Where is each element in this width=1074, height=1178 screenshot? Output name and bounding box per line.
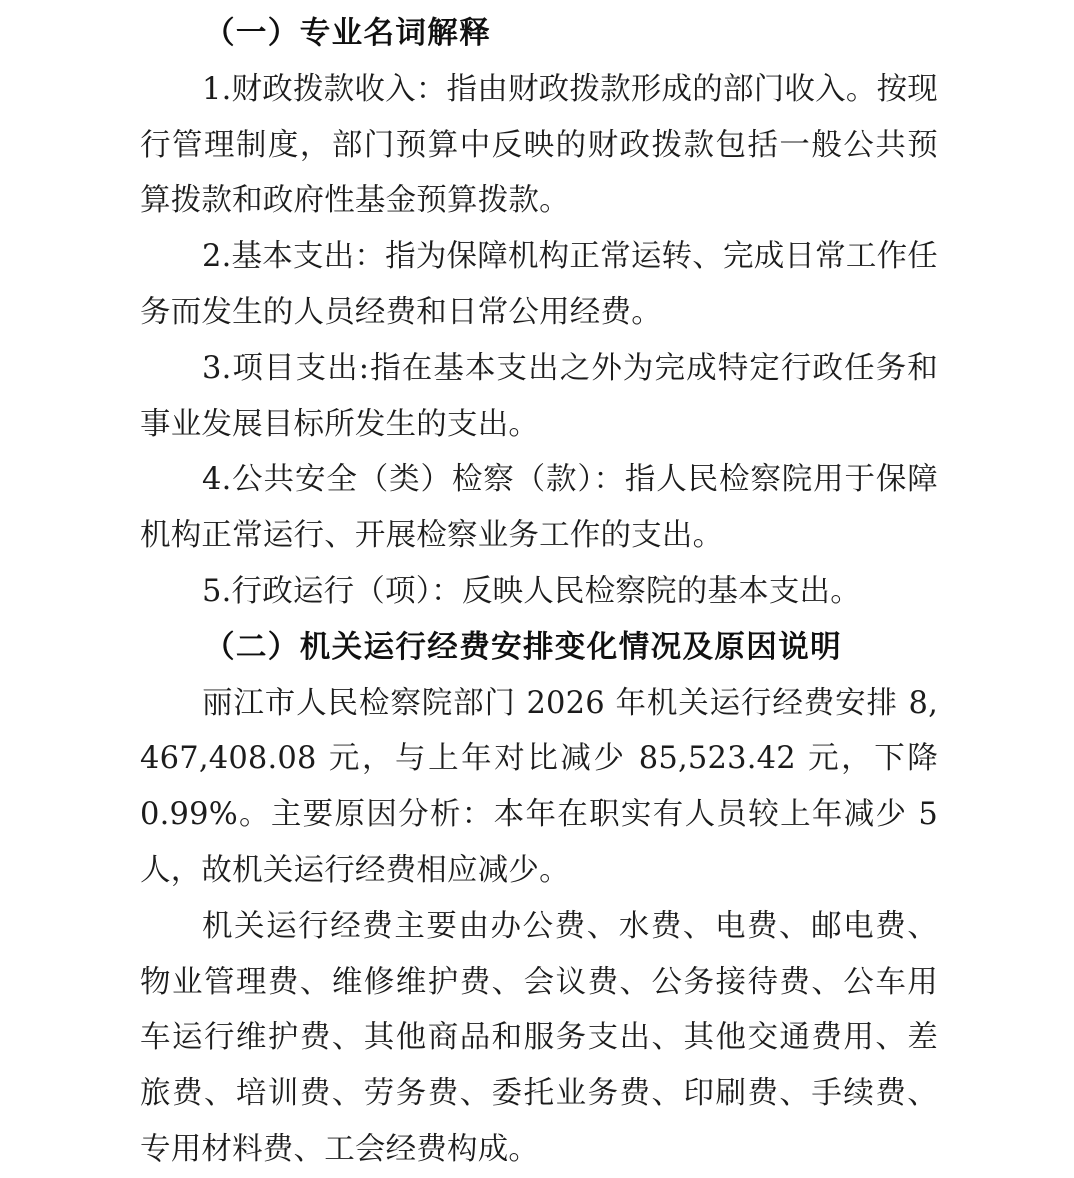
section-two-heading: （二）机关运行经费安排变化情况及原因说明 xyxy=(204,628,842,665)
term-public-security-procuratorate: 4.公共安全（类）检察（款）：指人民检察院用于保障机构正常运行、开展检察业务工作的支出。 xyxy=(140,462,938,554)
operating-funds-summary-paragraph: 丽江市人民检察院部门 2026 年机关运行经费安排 8,467,408.08 元，与上年对比减少 85,523.42 元，下降 0.99%。主要原因分析：本年在职实有人员较上年减少 5 人，故机关运行经费相应减少。 xyxy=(140,685,938,888)
term-administrative-operation: 5.行政运行（项）：反映人民检察院的基本支出。 xyxy=(202,573,861,609)
term-fiscal-appropriation-income: 1.财政拨款收入：指由财政拨款形成的部门收入。按现行管理制度，部门预算中反映的财政拨款包括一般公共预算拨款和政府性基金预算拨款。 xyxy=(140,71,938,219)
term-basic-expenditure: 2.基本支出：指为保障机构正常运转、完成日常工作任务而发生的人员经费和日常公用经费。 xyxy=(140,239,938,330)
section-one-heading: （一）专业名词解释 xyxy=(204,15,492,51)
term-project-expenditure: 3.项目支出:指在基本支出之外为完成特定行政任务和事业发展目标所发生的支出。 xyxy=(140,350,938,442)
operating-funds-composition-paragraph: 机关运行经费主要由办公费、水费、电费、邮电费、物业管理费、维修维护费、会议费、公务接待费、公车用车运行维护费、其他商品和服务支出、其他交通费用、差旅费、培训费、劳务费、委托业务费、印刷费、手续费、专用材料费、工会经费构成。 xyxy=(140,908,938,1167)
document-body xyxy=(140,6,938,1178)
